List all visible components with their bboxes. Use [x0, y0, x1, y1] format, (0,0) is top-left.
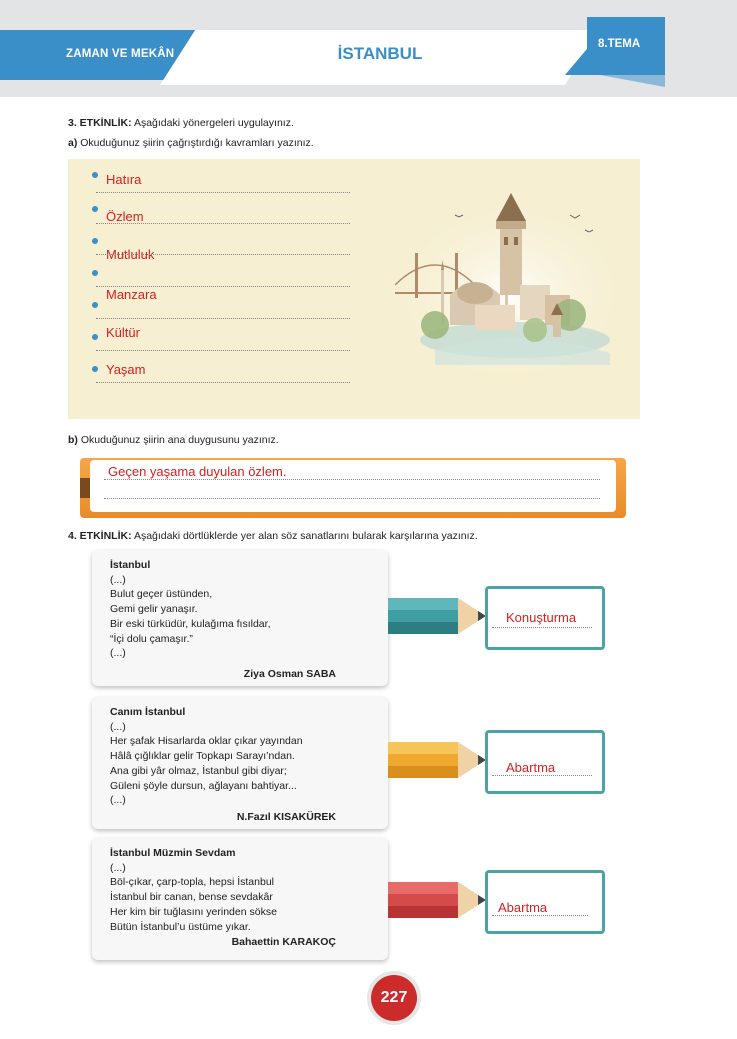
- poem-line: “İçi dolu çamaşır.”: [110, 632, 193, 645]
- answer-line: [96, 318, 350, 319]
- part-b-label: b): [68, 434, 78, 446]
- poem-line: Ana gibi yâr olmaz, İstanbul gibi diyar;: [110, 764, 287, 777]
- concept-answer-1: Hatıra: [106, 172, 142, 187]
- bullet-icon: [92, 238, 98, 244]
- part-a-question: [68, 137, 314, 149]
- poem-line: (...): [110, 720, 126, 733]
- activity3-number: 3. ETKİNLİK:: [68, 117, 132, 129]
- poem-line: (...): [110, 647, 126, 660]
- poem-line: İstanbul bir canan, bense sevdakâr: [110, 891, 273, 904]
- answer-line: [96, 382, 350, 383]
- poem-title: İstanbul: [110, 559, 151, 571]
- part-a-text: Okuduğunuz şiirin çağrıştırdığı kavramları yazınız.: [80, 137, 314, 149]
- poem-line: Hâlâ çığlıklar gelir Topkapı Sarayı’ndan.: [110, 750, 295, 763]
- emotion-answer: Geçen yaşama duyulan özlem.: [108, 464, 287, 479]
- activity3-heading: [68, 117, 294, 129]
- activity4-instruction: Aşağıdaki dörtlüklerde yer alan söz sanatlarını bularak karşılarına yazınız.: [133, 530, 478, 542]
- bullet-icon: [92, 302, 98, 308]
- concept-answer-2: Özlem: [106, 209, 144, 224]
- figure-of-speech-answer-3: Abartma: [498, 900, 548, 915]
- concept-row-7[interactable]: [92, 362, 352, 396]
- concept-answer-5: Kültür: [106, 325, 140, 340]
- poem-author: Bahaettin KARAKOÇ: [231, 936, 336, 948]
- activity3-instruction: Aşağıdaki yönergeleri uygulayınız.: [133, 117, 294, 129]
- activity4-heading: [68, 530, 478, 542]
- part-b-question: [68, 434, 279, 446]
- answer-line: [96, 254, 350, 255]
- answer-box-2[interactable]: [485, 730, 605, 794]
- answer-line: [104, 498, 600, 499]
- poem-line: Bir eski türküdür, kulağıma fısıldar,: [110, 617, 271, 630]
- poem-text: [110, 846, 277, 934]
- poem-line: Her şafak Hisarlarda oklar çıkar yayından: [110, 735, 303, 748]
- poem-card-2: [92, 697, 388, 829]
- bullet-icon: [92, 206, 98, 212]
- poem-line: (...): [110, 861, 126, 874]
- poem-line: (...): [110, 573, 126, 586]
- poem-line: (...): [110, 794, 126, 807]
- part-b-text: Okuduğunuz şiirin ana duygusunu yazınız.: [80, 434, 279, 446]
- poem-line: Bütün İstanbul’u üstüme yıkar.: [110, 920, 251, 933]
- answer-line: [492, 627, 592, 628]
- pencil-icon: [388, 594, 488, 638]
- poem-line: Güleni şöyle dursun, ağlayanı bahtiyar...: [110, 779, 297, 792]
- poem-author: N.Fazıl KISAKÜREK: [236, 811, 336, 823]
- activity4-number: 4. ETKİNLİK:: [68, 530, 132, 542]
- poem-card-3: [92, 838, 388, 960]
- figure-of-speech-answer-1: Konuşturma: [506, 610, 577, 625]
- section-label: ZAMAN VE MEKÂN: [66, 48, 175, 60]
- answer-line: [96, 192, 350, 193]
- part-a-label: a): [68, 137, 78, 149]
- istanbul-illustration-icon: [395, 175, 625, 375]
- answer-line: [96, 350, 350, 351]
- poem-author: Ziya Osman SABA: [243, 668, 336, 680]
- concept-answer-6: Yaşam: [106, 362, 146, 377]
- answer-box-3[interactable]: [485, 870, 605, 934]
- pencil-icon: [388, 878, 488, 922]
- bullet-icon: [92, 172, 98, 178]
- concept-row-3[interactable]: [92, 236, 352, 266]
- poem-line: Her kim bir tuğlasını yerinden sökse: [110, 905, 277, 918]
- poem-title: İstanbul Müzmin Sevdam: [110, 847, 236, 859]
- poem-line: Bulut geçer üstünden,: [110, 588, 213, 601]
- concept-row-1[interactable]: [92, 170, 352, 200]
- answer-line: [104, 479, 600, 480]
- poem-card-1: [92, 550, 388, 686]
- pencil-icon: [388, 738, 488, 782]
- poem-text: [110, 558, 270, 661]
- concept-answer-4: Manzara: [106, 287, 157, 302]
- bullet-icon: [92, 270, 98, 276]
- page-number-badge: 227: [371, 975, 417, 1021]
- page-title: İSTANBUL: [337, 44, 423, 63]
- concept-answer-3: Mutluluk: [106, 247, 155, 262]
- concept-row-2[interactable]: [92, 204, 352, 234]
- answer-line: [492, 775, 592, 776]
- concept-row-6[interactable]: [92, 325, 352, 362]
- bullet-icon: [92, 334, 98, 340]
- poem-title: Canım İstanbul: [110, 706, 186, 718]
- answer-line: [492, 915, 588, 916]
- bullet-icon: [92, 366, 98, 372]
- answer-box-1[interactable]: [485, 586, 605, 650]
- theme-label: 8.TEMA: [598, 38, 641, 50]
- poem-line: Gemi gelir yanaşır.: [110, 603, 198, 616]
- poem-text: [110, 705, 303, 808]
- answer-line: [96, 223, 350, 224]
- figure-of-speech-answer-2: Abartma: [506, 760, 556, 775]
- poem-line: Böl-çıkar, çarp-topla, hepsi İstanbul: [110, 876, 275, 889]
- emotion-answer-box[interactable]: [90, 460, 616, 512]
